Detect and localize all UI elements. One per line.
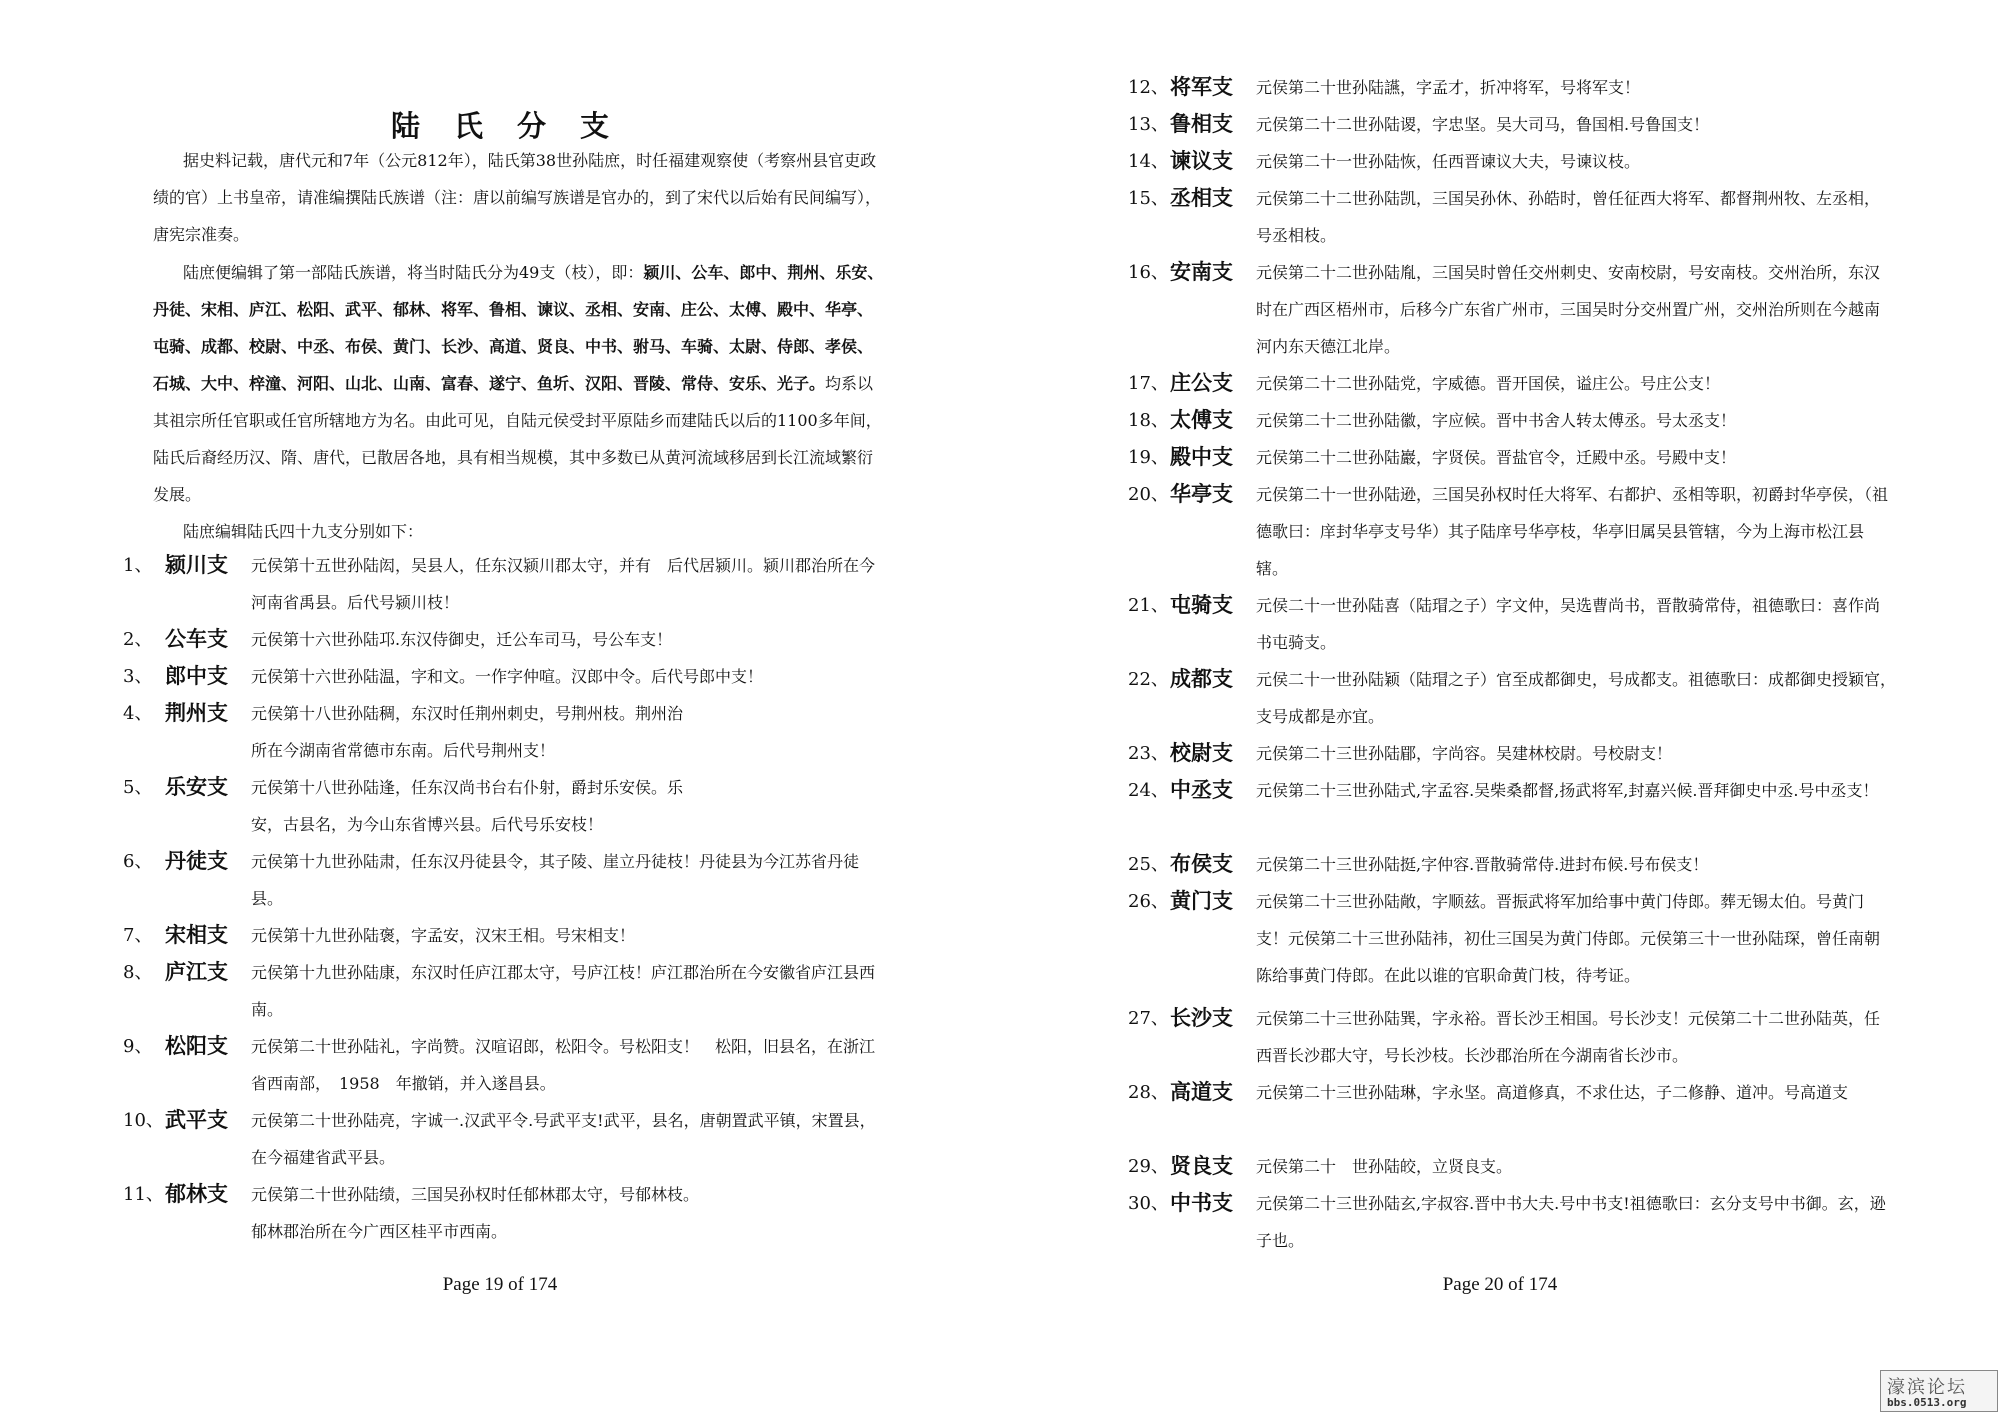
entry-number: 1、 [123, 555, 153, 576]
entry-name: 屯骑支 [1170, 592, 1233, 617]
entry-number: 21、 [1128, 595, 1169, 616]
entry-text: 元侯第二十三世孙陆式,字孟容.吴柴桑都督,扬武将军,封嘉兴候.晋拜御史中丞.号中丞支！ [1256, 781, 1879, 800]
entry-name: 郁林支 [165, 1181, 228, 1206]
entry-name: 丹徒支 [165, 848, 228, 873]
entry-number: 27、 [1128, 1008, 1169, 1029]
entry-name: 中书支 [1170, 1190, 1233, 1215]
entry-text: 元侯第十六世孙陆邛.东汉侍御史，迁公车司马，号公车支！ [251, 630, 673, 649]
entry-text: 元侯第二十世孙陆绩，三国吴孙权时任郁林郡太守，号郁林枝。郁林郡治所在今广西区桂平市西南。 [251, 1185, 700, 1241]
watermark-url: bbs.0513.org [1887, 1396, 1967, 1409]
entry-name: 颍川支 [165, 552, 228, 577]
entry-name: 松阳支 [165, 1033, 228, 1058]
entry-number: 2、 [123, 629, 153, 650]
entry-number: 24、 [1128, 780, 1169, 801]
entry-text: 元侯第十九世孙陆肃，任东汉丹徒县令，其子陵、崖立丹徒枝！丹徒县为今江苏省丹徒县。 [251, 852, 860, 908]
entry-text: 元侯第十六世孙陆温，字和文。一作字仲喧。汉郎中令。后代号郎中支！ [251, 667, 764, 686]
entry-number: 13、 [1128, 114, 1169, 135]
branches-list: 颍川、公车、郎中、荆州、乐安、丹徒、宋相、庐江、松阳、武平、郁林、将军、鲁相、谏议、丞相、安南、庄公、太傅、殿中、华亭、屯骑、成都、校尉、中丞、布侯、黄门、长沙、高道、贤良、中书、驸马、车骑、太尉、侍郎、孝侯、石城、大中、梓潼、河阳、山北、山南、富春、遂宁、鱼圻、汉阳、晋陵、常侍、安乐、光子。 [153, 263, 884, 393]
entry-number: 23、 [1128, 743, 1169, 764]
entry-text: 元侯第二十世孙陆礼，字尚赞。汉喧诏郎，松阳令。号松阳支！ 松阳，旧县名，在浙江省西南部， 1958 年撤销，并入遂昌县。 [251, 1037, 876, 1093]
entry-name: 校尉支 [1170, 740, 1233, 765]
entry-number: 12、 [1128, 77, 1169, 98]
entry-name: 宋相支 [165, 922, 228, 947]
entry-number: 15、 [1128, 188, 1169, 209]
intro-paragraph: 据史料记载，唐代元和7年（公元812年），陆氏第38世孙陆庶，时任福建观察使（考察州县官吏政绩的官）上书皇帝，请准编撰陆氏族谱（注：唐以前编写族谱是官办的，到了宋代以后始有民间编写），唐宪宗准奏。 [153, 151, 882, 244]
entry-number: 25、 [1128, 854, 1169, 875]
entry-text: 元侯第二十三世孙陆琳，字永坚。高道修真，不求仕达，子二修静、道冲。号高道支 [1256, 1083, 1849, 1102]
entry-text: 元侯第二十三世孙陆敞，字顺兹。晋振武将军加给事中黄门侍郎。葬无锡太伯。号黄门支！元侯第二十三世孙陆祎，初仕三国吴为黄门侍郎。元侯第三十一世孙陆琛，曾任南朝陈给事黄门侍郎。在此以谁的官职命黄门枝，待考证。 [1256, 892, 1881, 985]
entry-text: 元侯第二十二世孙陆胤，三国吴时曾任交州刺史、安南校尉，号安南枝。交州治所，东汉时在广西区梧州市，后移今广东省广州市，三国吴时分交州置广州，交州治所则在今越南河内东天德江北岸。 [1256, 263, 1881, 356]
entry-number: 17、 [1128, 373, 1169, 394]
entry-name: 乐安支 [165, 774, 228, 799]
entry-number: 29、 [1128, 1156, 1169, 1177]
entry-name: 布侯支 [1170, 851, 1233, 876]
entry-name: 庐江支 [165, 959, 228, 984]
entry-number: 22、 [1128, 669, 1169, 690]
branches-intro: 陆庶便编辑了第一部陆氏族谱，将当时陆氏分为49支（枝），即： [183, 263, 644, 282]
entry-text: 元侯二十一世孙陆颖（陆瑁之子）官至成都御史，号成都支。祖德歌曰：成都御史授颖官， 支号成都是亦宜。 [1256, 670, 1905, 726]
entry-text: 元侯第二十世孙陆讌，字孟才，折冲将军，号将军支！ [1256, 78, 1641, 97]
entry-number: 8、 [123, 962, 153, 983]
entry-text: 元侯第二十三世孙陆玄,字叔容.晋中书大夫.号中书支!祖德歌曰：玄分支号中书御。玄，逊子也。 [1256, 1194, 1886, 1250]
entry-number: 20、 [1128, 484, 1169, 505]
entry-name: 贤良支 [1170, 1153, 1233, 1178]
entry-number: 26、 [1128, 891, 1169, 912]
entry-name: 公车支 [165, 626, 228, 651]
entry-text: 元侯第十九世孙陆褒，字孟安，汉宋王相。号宋相支！ [251, 926, 636, 945]
entry-number: 10、 [123, 1110, 164, 1131]
entry-number: 30、 [1128, 1193, 1169, 1214]
entry-name: 谏议支 [1170, 148, 1233, 173]
entry-text: 元侯第十八世孙陆稠，东汉时任荆州刺史，号荆州枝。荆州治所在今湖南省常德市东南。后代号荆州支！ [251, 704, 684, 760]
branches-rest: 均系以其祖宗所任官职或任官所辖地方为名。由此可见，自陆元侯受封平原陆乡而建陆氏以后的1100多年间，陆氏后裔经历汉、隋、唐代，已散居各地，具有相当规模，其中多数已从黄河流域移居到长江流域繁衍发展。 [153, 374, 882, 504]
entry-text: 元侯第二十世孙陆亮，字诚一.汉武平令.号武平支!武平，县名，唐朝置武平镇，宋置县，在今福建省武平县。 [251, 1111, 876, 1167]
entry-name: 安南支 [1170, 259, 1233, 284]
entry-name: 长沙支 [1170, 1005, 1233, 1030]
entry-name: 将军支 [1170, 74, 1233, 99]
entry-text: 元侯第十五世孙陆闳，吴县人，任东汉颍川郡太守，并有 后代居颍川。颍川郡治所在今河南省禹县。后代号颍川枝！ [251, 556, 876, 612]
entry-number: 6、 [123, 851, 153, 872]
entry-name: 成都支 [1170, 666, 1233, 691]
entry-name: 太傅支 [1170, 407, 1233, 432]
entry-name: 郎中支 [165, 663, 228, 688]
entry-name: 黄门支 [1170, 888, 1233, 913]
entry-text: 元侯第二十二世孙陆党，字威德。晋开国侯，谥庄公。号庄公支！ [1256, 374, 1721, 393]
entry-number: 9、 [123, 1036, 153, 1057]
right-page [1000, 0, 2000, 1413]
page-title: 陆氏分支 [390, 109, 643, 143]
entry-number: 18、 [1128, 410, 1169, 431]
entry-name: 殿中支 [1170, 444, 1233, 469]
entry-name: 鲁相支 [1170, 111, 1233, 136]
entry-number: 7、 [123, 925, 153, 946]
entry-name: 武平支 [165, 1107, 228, 1132]
entry-number: 14、 [1128, 151, 1169, 172]
entry-name: 荆州支 [165, 700, 228, 725]
entry-number: 5、 [123, 777, 153, 798]
entry-number: 19、 [1128, 447, 1169, 468]
entry-name: 丞相支 [1170, 185, 1233, 210]
site-watermark [1880, 1370, 1998, 1412]
entry-number: 28、 [1128, 1082, 1169, 1103]
entry-text: 元侯第二十二世孙陆谡，字忠坚。吴大司马，鲁国相.号鲁国支！ [1256, 115, 1710, 134]
entry-text: 元侯二十一世孙陆喜（陆瑁之子）字文仲，吴选曹尚书，晋散骑常侍，祖德歌曰：喜作尚书屯骑支。 [1256, 596, 1881, 652]
branches-paragraph [153, 254, 888, 513]
entry-text: 元侯第二十二世孙陆徽，字应候。晋中书舍人转太傅丞。号太丞支！ [1256, 411, 1737, 430]
entry-number: 3、 [123, 666, 153, 687]
entry-name: 中丞支 [1170, 777, 1233, 802]
entry-text: 元侯第二十二世孙陆凯，三国吴孙休、孙皓时，曾任征西大将军、都督荆州牧、左丞相，号丞相枝。 [1256, 189, 1881, 245]
entry-name: 庄公支 [1170, 370, 1233, 395]
entry-text: 元侯第十八世孙陆逢，任东汉尚书台右仆射，爵封乐安侯。乐安，古县名，为今山东省博兴县。后代号乐安枝！ [251, 778, 684, 834]
entry-number: 4、 [123, 703, 153, 724]
entry-number: 16、 [1128, 262, 1169, 283]
entry-text: 元侯第二十 世孙陆皎，立贤良支。 [1256, 1157, 1513, 1176]
entry-text: 元侯第十九世孙陆康，东汉时任庐江郡太守，号庐江枝！庐江郡治所在今安徽省庐江县西南。 [251, 963, 876, 1019]
entry-text: 元侯第二十三世孙陆巽，字永裕。晋长沙王相国。号长沙支！元侯第二十二世孙陆英，任西晋长沙郡大守，号长沙枝。长沙郡治所在今湖南省长沙市。 [1256, 1009, 1881, 1065]
entry-number: 11、 [123, 1184, 164, 1205]
entry-text: 元侯第二十二世孙陆巖，字贤侯。晋盐官令，迁殿中丞。号殿中支！ [1256, 448, 1737, 467]
watermark-logo: 濠滨论坛 [1887, 1377, 1967, 1398]
entry-name: 高道支 [1170, 1079, 1233, 1104]
entry-name: 华亭支 [1170, 481, 1233, 506]
page-number: Page 20 of 174 [1442, 1274, 1558, 1295]
entry-text: 元侯第二十一世孙陆恢，任西晋谏议大夫，号谏议枝。 [1256, 152, 1641, 171]
list-intro: 陆庶编辑陆氏四十九支分别如下： [183, 522, 424, 541]
entry-text: 元侯第二十三世孙陆郿，字尚容。吴建林校尉。号校尉支！ [1256, 744, 1673, 763]
entry-text: 元侯第二十三世孙陆挺,字仲容.晋散骑常侍.进封布候.号布侯支！ [1256, 855, 1709, 874]
page-number: Page 19 of 174 [442, 1274, 558, 1295]
entry-text: 元侯第二十一世孙陆逊，三国吴孙权时任大将军、右都护、丞相等职，初爵封华亭侯，（祖德歌曰：庠封华亭支号华）其子陆庠号华亭枝，华亭旧属吴县管辖，今为上海市松江县辖。 [1256, 485, 1889, 578]
